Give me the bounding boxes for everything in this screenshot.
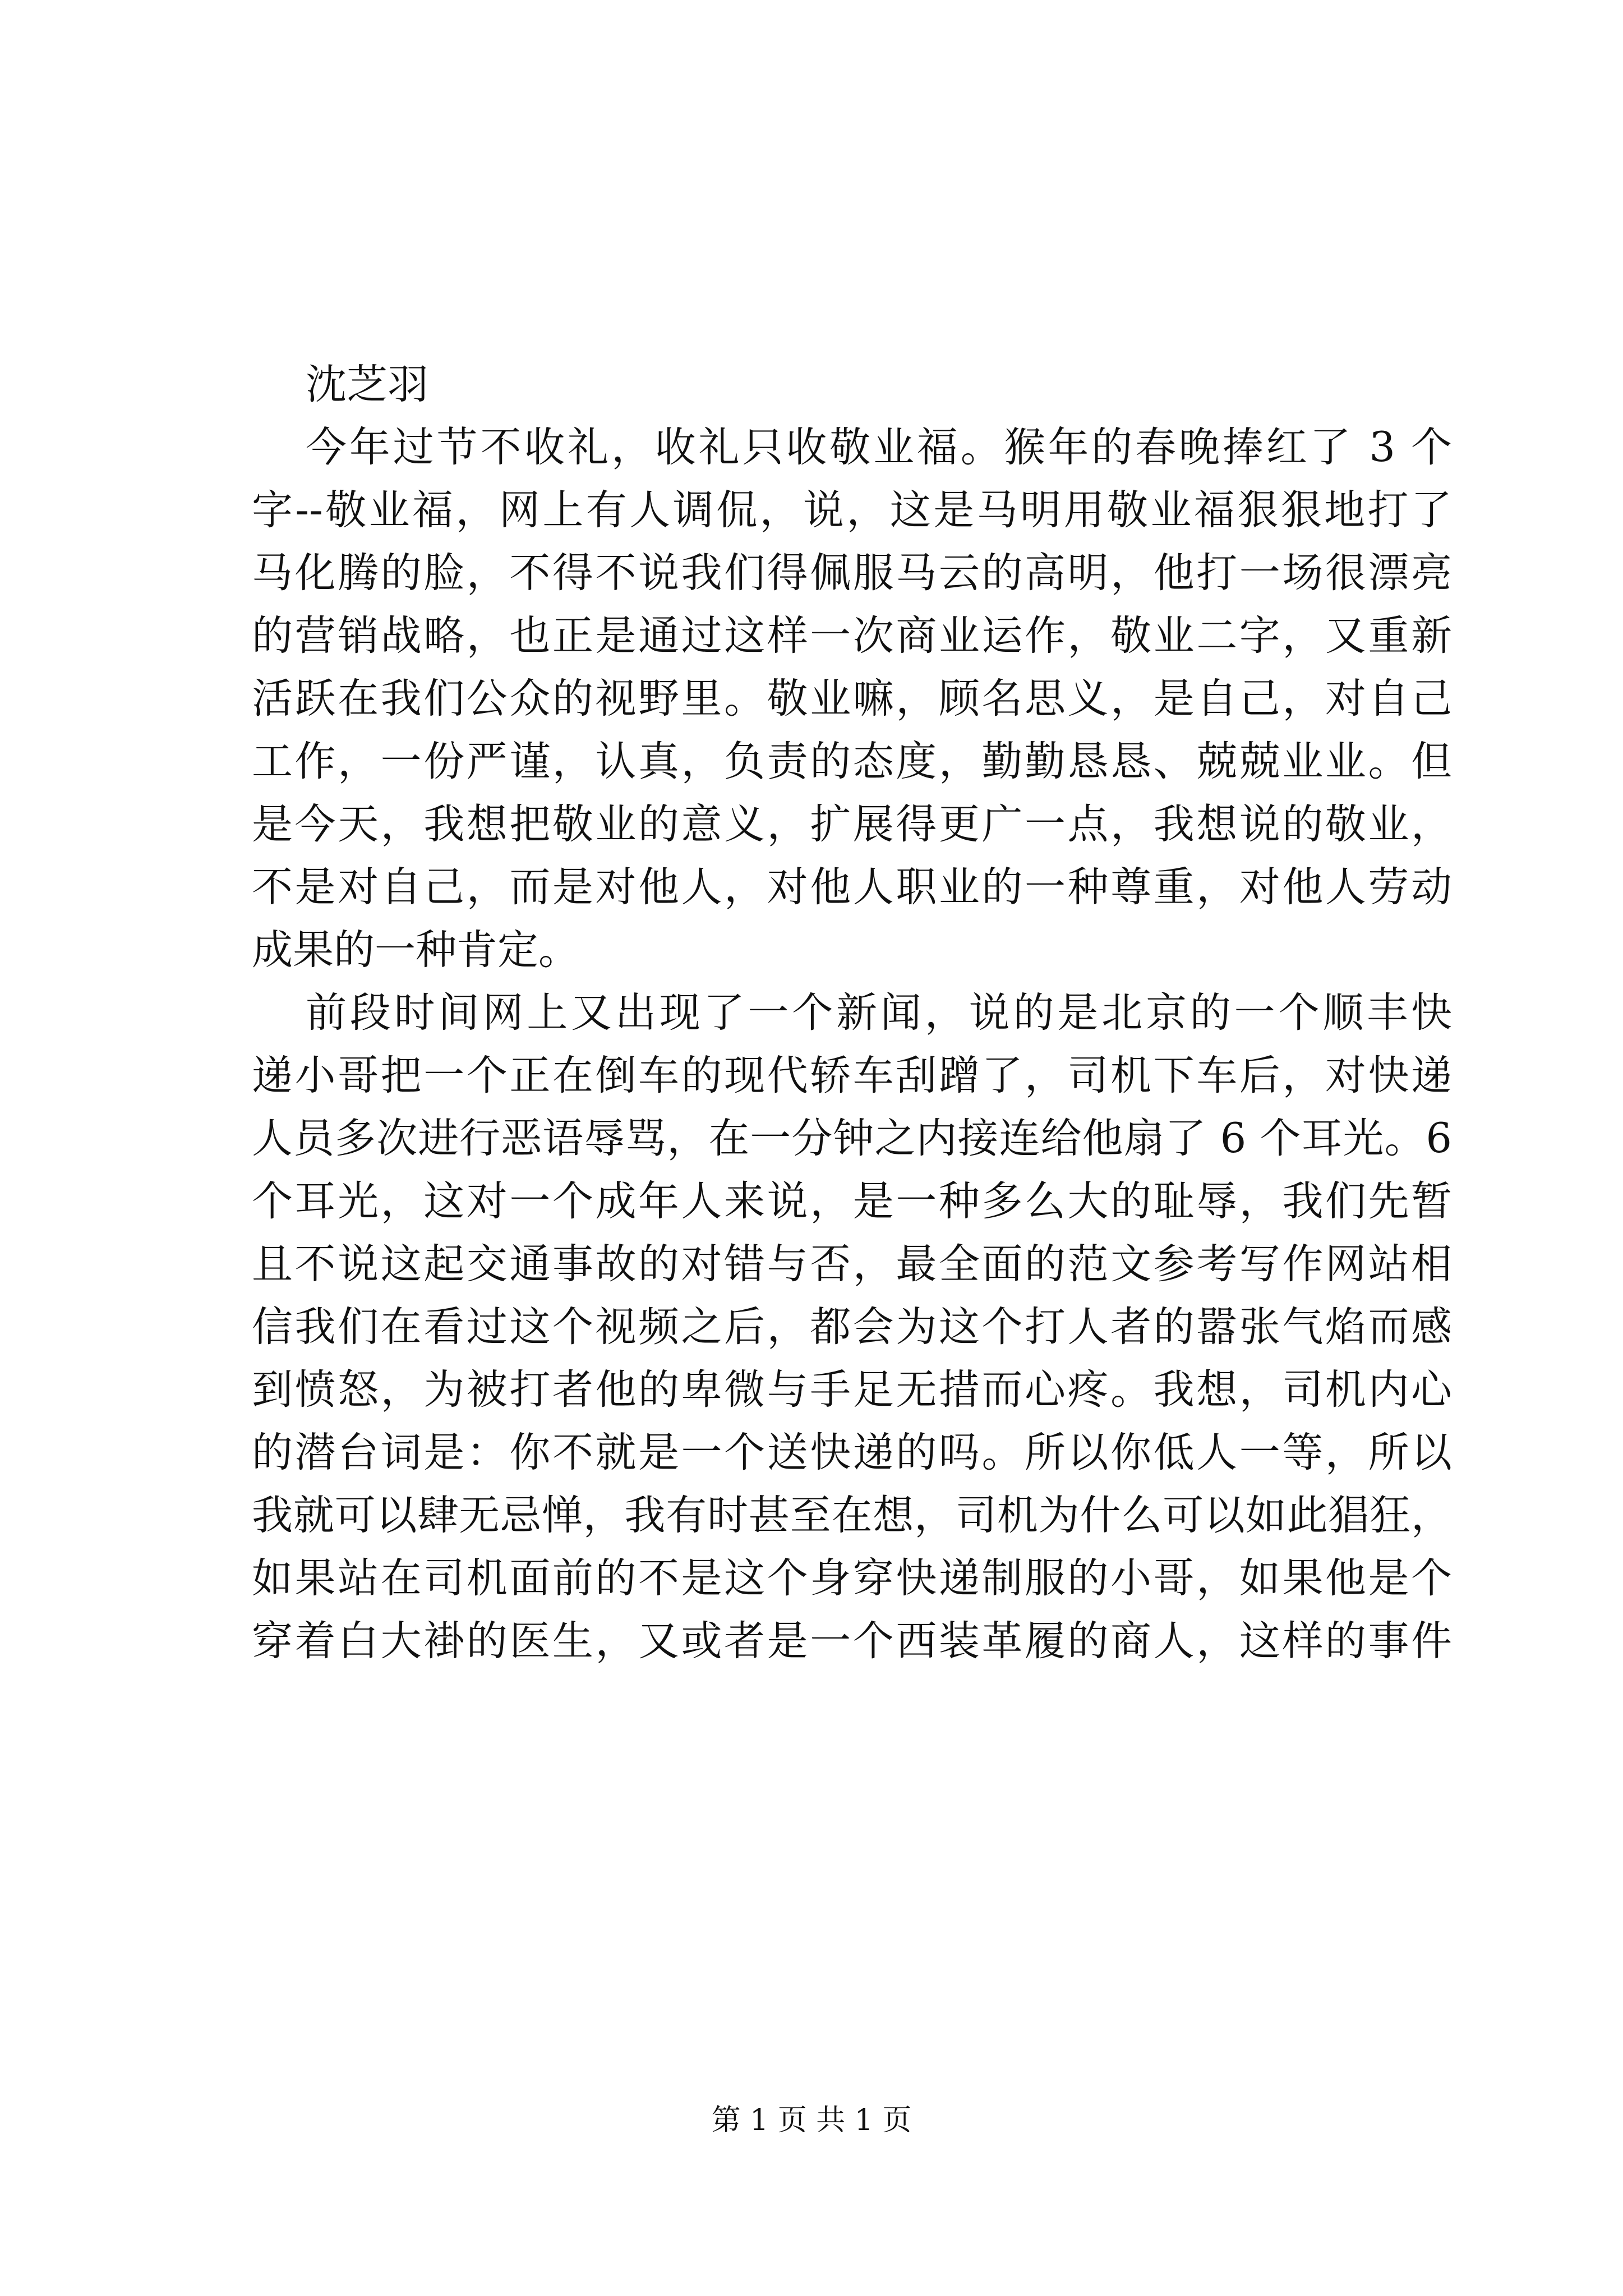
- paragraph-1-line-5: 活跃在我们公众的视野里。敬业嘛，顾名思义，是自己，对自己: [252, 675, 1452, 723]
- paragraph-1-line-3: 马化腾的脸，不得不说我们得佩服马云的高明，他打一场很漂亮: [252, 549, 1452, 597]
- paragraph-2-line-8: 的潜台词是：你不就是一个送快递的吗。所以你低人一等，所以: [252, 1429, 1452, 1476]
- paragraph-2-line-5: 且不说这起交通事故的对错与否，最全面的范文参考写作网站相: [252, 1240, 1452, 1288]
- paragraph-1-line-4: 的营销战略，也正是通过这样一次商业运作，敬业二字，又重新: [252, 612, 1452, 660]
- author-name: 沈芝羽: [306, 361, 428, 408]
- paragraph-1-line-8: 不是对自己，而是对他人，对他人职业的一种尊重，对他人劳动: [252, 863, 1452, 911]
- paragraph-2-line-7: 到愤怒，为被打者他的卑微与手足无措而心疼。我想，司机内心: [252, 1366, 1452, 1414]
- paragraph-1-line-6: 工作，一份严谨，认真，负责的态度，勤勤恳恳、兢兢业业。但: [252, 738, 1452, 785]
- paragraph-2-line-3: 人员多次进行恶语辱骂，在一分钟之内接连给他扇了 6 个耳光。6: [252, 1115, 1452, 1162]
- paragraph-1-line-1: 今年过节不收礼，收礼只收敬业福。猴年的春晚捧红了 3 个: [306, 424, 1452, 471]
- paragraph-1-line-9: 成果的一种肯定。: [252, 926, 579, 974]
- paragraph-2-line-10: 如果站在司机面前的不是这个身穿快递制服的小哥，如果他是个: [252, 1554, 1452, 1602]
- paragraph-2-line-4: 个耳光，这对一个成年人来说，是一种多么大的耻辱，我们先暂: [252, 1177, 1452, 1225]
- paragraph-1-line-2: 字--敬业福，网上有人调侃，说，这是马明用敬业福狠狠地打了: [252, 486, 1452, 534]
- paragraph-2-line-9: 我就可以肆无忌惮，我有时甚至在想，司机为什么可以如此猖狂，: [252, 1492, 1452, 1539]
- paragraph-1-line-7: 是今天，我想把敬业的意义，扩展得更广一点，我想说的敬业，: [252, 800, 1452, 848]
- paragraph-2-line-11: 穿着白大褂的医生，又或者是一个西装革履的商人，这样的事件: [252, 1617, 1452, 1665]
- paragraph-2-line-1: 前段时间网上又出现了一个新闻，说的是北京的一个顺丰快: [306, 989, 1452, 1037]
- paragraph-2-line-2: 递小哥把一个正在倒车的现代轿车刮蹭了，司机下车后，对快递: [252, 1052, 1452, 1099]
- paragraph-2-line-6: 信我们在看过这个视频之后，都会为这个打人者的嚣张气焰而感: [252, 1303, 1452, 1351]
- page-footer: 第 1 页 共 1 页: [711, 2104, 912, 2137]
